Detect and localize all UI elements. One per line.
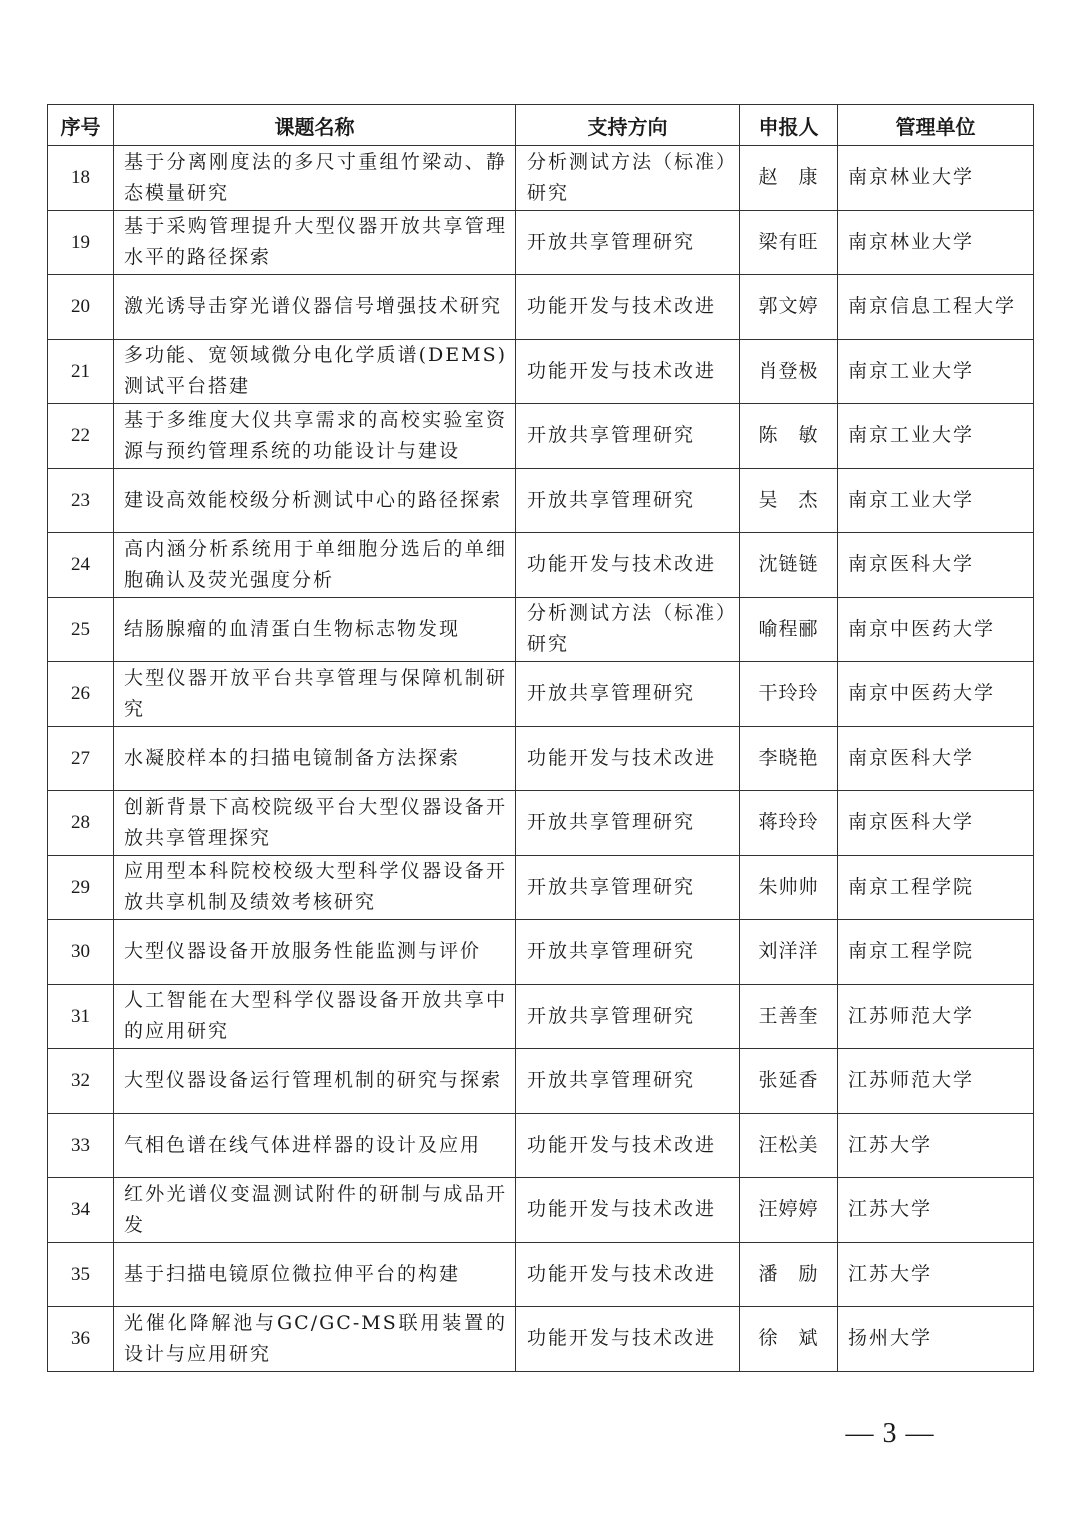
project-title: 气相色谱在线气体进样器的设计及应用 [114,1113,516,1178]
managing-organization: 南京中医药大学 [838,662,1034,727]
header-no: 序号 [48,105,114,146]
applicant-name: 郭文婷 [740,275,838,340]
table-body [48,146,1034,1372]
row-number: 20 [48,275,114,340]
support-direction: 开放共享管理研究 [516,1049,740,1114]
applicant-name: 吴 杰 [740,468,838,533]
table-row [48,146,1034,211]
managing-organization: 南京医科大学 [838,726,1034,791]
project-title: 激光诱导击穿光谱仪器信号增强技术研究 [114,275,516,340]
applicant-name: 沈链链 [740,533,838,598]
header-title: 课题名称 [114,105,516,146]
project-title: 高内涵分析系统用于单细胞分选后的单细胞确认及荧光强度分析 [114,533,516,598]
table-row [48,1049,1034,1114]
table-row [48,1178,1034,1243]
row-number: 19 [48,210,114,275]
support-direction: 分析测试方法（标准）研究 [516,146,740,211]
row-number: 34 [48,1178,114,1243]
support-direction: 开放共享管理研究 [516,855,740,920]
managing-organization: 南京工程学院 [838,855,1034,920]
support-direction: 开放共享管理研究 [516,662,740,727]
managing-organization: 扬州大学 [838,1307,1034,1372]
support-direction: 开放共享管理研究 [516,984,740,1049]
applicant-name: 刘洋洋 [740,920,838,985]
applicant-name: 赵 康 [740,146,838,211]
managing-organization: 南京中医药大学 [838,597,1034,662]
project-title: 结肠腺瘤的血清蛋白生物标志物发现 [114,597,516,662]
row-number: 25 [48,597,114,662]
managing-organization: 南京医科大学 [838,533,1034,598]
applicant-name: 喻程郦 [740,597,838,662]
table-row [48,855,1034,920]
table-row [48,920,1034,985]
table-row [48,597,1034,662]
row-number: 33 [48,1113,114,1178]
support-direction: 开放共享管理研究 [516,920,740,985]
project-title: 大型仪器设备运行管理机制的研究与探索 [114,1049,516,1114]
project-table [47,104,1034,1372]
managing-organization: 江苏师范大学 [838,1049,1034,1114]
table-row [48,404,1034,469]
table-row [48,210,1034,275]
managing-organization: 南京工业大学 [838,404,1034,469]
row-number: 30 [48,920,114,985]
project-title: 大型仪器开放平台共享管理与保障机制研究 [114,662,516,727]
applicant-name: 潘 励 [740,1242,838,1307]
support-direction: 开放共享管理研究 [516,468,740,533]
applicant-name: 汪婷婷 [740,1178,838,1243]
managing-organization: 南京工程学院 [838,920,1034,985]
managing-organization: 江苏大学 [838,1113,1034,1178]
project-title: 多功能、宽领域微分电化学质谱(DEMS)测试平台搭建 [114,339,516,404]
applicant-name: 王善奎 [740,984,838,1049]
project-title: 基于扫描电镜原位微拉伸平台的构建 [114,1242,516,1307]
header-organization: 管理单位 [838,105,1034,146]
table-row [48,791,1034,856]
support-direction: 功能开发与技术改进 [516,275,740,340]
project-title: 基于多维度大仪共享需求的高校实验室资源与预约管理系统的功能设计与建设 [114,404,516,469]
table-row [48,726,1034,791]
managing-organization: 南京工业大学 [838,339,1034,404]
table-row [48,339,1034,404]
project-title: 大型仪器设备开放服务性能监测与评价 [114,920,516,985]
header-direction: 支持方向 [516,105,740,146]
table-row [48,1242,1034,1307]
project-title: 建设高效能校级分析测试中心的路径探索 [114,468,516,533]
managing-organization: 南京信息工程大学 [838,275,1034,340]
support-direction: 功能开发与技术改进 [516,1113,740,1178]
support-direction: 功能开发与技术改进 [516,339,740,404]
support-direction: 开放共享管理研究 [516,210,740,275]
row-number: 18 [48,146,114,211]
row-number: 24 [48,533,114,598]
row-number: 31 [48,984,114,1049]
support-direction: 功能开发与技术改进 [516,533,740,598]
row-number: 32 [48,1049,114,1114]
table-row [48,1113,1034,1178]
managing-organization: 南京医科大学 [838,791,1034,856]
managing-organization: 南京工业大学 [838,468,1034,533]
project-title: 光催化降解池与GC/GC-MS联用装置的设计与应用研究 [114,1307,516,1372]
project-title: 水凝胶样本的扫描电镜制备方法探索 [114,726,516,791]
support-direction: 功能开发与技术改进 [516,1178,740,1243]
applicant-name: 汪松美 [740,1113,838,1178]
applicant-name: 陈 敏 [740,404,838,469]
project-title: 基于采购管理提升大型仪器开放共享管理水平的路径探索 [114,210,516,275]
managing-organization: 江苏师范大学 [838,984,1034,1049]
table-row [48,1307,1034,1372]
project-title: 应用型本科院校校级大型科学仪器设备开放共享机制及绩效考核研究 [114,855,516,920]
managing-organization: 南京林业大学 [838,146,1034,211]
project-title: 人工智能在大型科学仪器设备开放共享中的应用研究 [114,984,516,1049]
table-row [48,984,1034,1049]
applicant-name: 张延香 [740,1049,838,1114]
project-title: 创新背景下高校院级平台大型仪器设备开放共享管理探究 [114,791,516,856]
applicant-name: 徐 斌 [740,1307,838,1372]
row-number: 27 [48,726,114,791]
applicant-name: 李晓艳 [740,726,838,791]
table-row [48,662,1034,727]
row-number: 29 [48,855,114,920]
support-direction: 分析测试方法（标准）研究 [516,597,740,662]
project-title: 基于分离刚度法的多尺寸重组竹梁动、静态模量研究 [114,146,516,211]
row-number: 26 [48,662,114,727]
row-number: 36 [48,1307,114,1372]
row-number: 35 [48,1242,114,1307]
applicant-name: 干玲玲 [740,662,838,727]
table-header-row [48,105,1034,146]
header-applicant: 申报人 [740,105,838,146]
applicant-name: 蒋玲玲 [740,791,838,856]
support-direction: 开放共享管理研究 [516,791,740,856]
project-title: 红外光谱仪变温测试附件的研制与成品开发 [114,1178,516,1243]
managing-organization: 江苏大学 [838,1242,1034,1307]
applicant-name: 梁有旺 [740,210,838,275]
table-row [48,468,1034,533]
row-number: 22 [48,404,114,469]
support-direction: 功能开发与技术改进 [516,1307,740,1372]
support-direction: 功能开发与技术改进 [516,726,740,791]
support-direction: 功能开发与技术改进 [516,1242,740,1307]
managing-organization: 江苏大学 [838,1178,1034,1243]
row-number: 21 [48,339,114,404]
table-row [48,533,1034,598]
page-number: — 3 — [845,1418,935,1449]
managing-organization: 南京林业大学 [838,210,1034,275]
row-number: 23 [48,468,114,533]
applicant-name: 肖登极 [740,339,838,404]
applicant-name: 朱帅帅 [740,855,838,920]
row-number: 28 [48,791,114,856]
table-row [48,275,1034,340]
support-direction: 开放共享管理研究 [516,404,740,469]
